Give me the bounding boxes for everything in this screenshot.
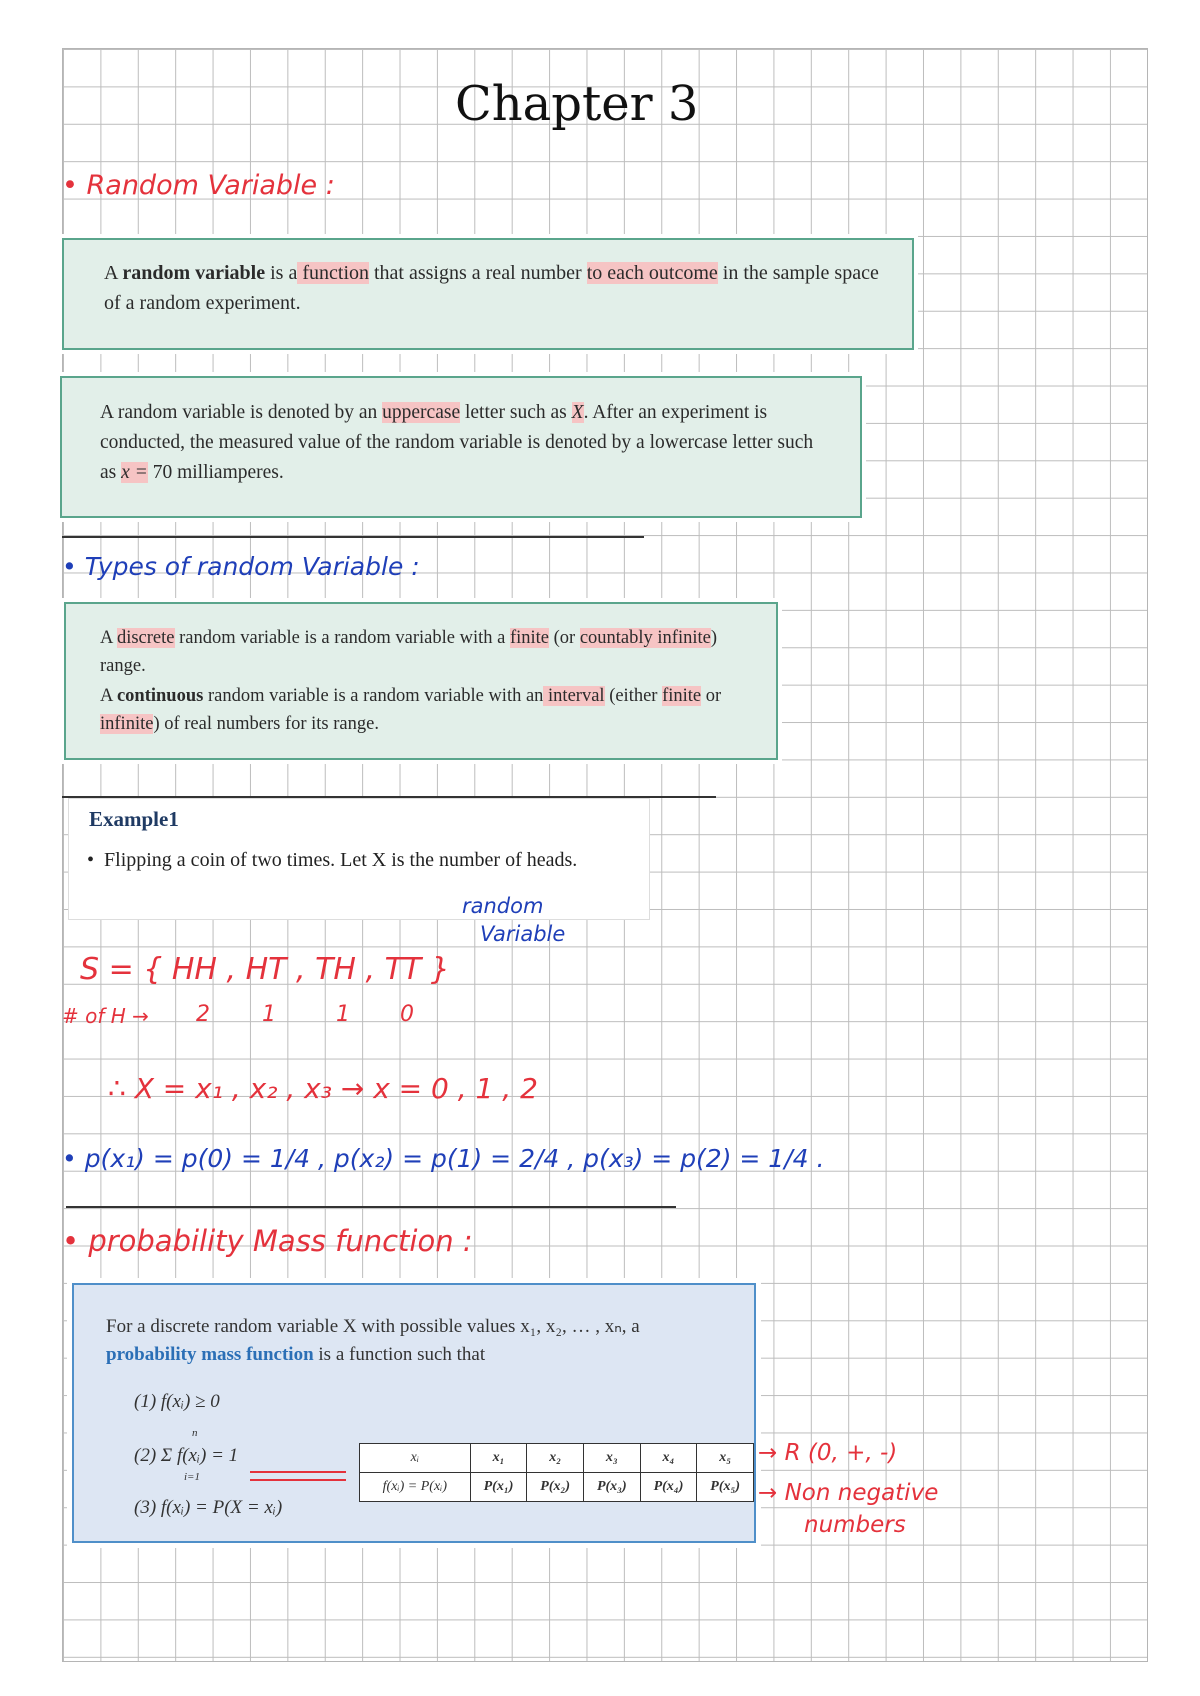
table-cell: x₅ [697,1444,754,1473]
red-underline [250,1471,346,1481]
count-value: 1 [262,1002,276,1027]
non-negative-note: → Non negative [758,1480,939,1506]
definition-box-random-variable [62,238,914,350]
table-cell: P(x₃) [584,1473,641,1502]
sum-upper-limit: n [192,1427,198,1439]
discrete-definition: A discrete random variable is a random variable with a finite (or countably infinite) range. [100,628,718,676]
types-box [64,602,778,760]
condition-3: (3) f(xᵢ) = P(X = xᵢ) [134,1497,283,1518]
pmf-table [359,1443,754,1502]
table-cell: x₃ [584,1444,641,1473]
count-value: 2 [196,1002,210,1027]
page-title: Chapter 3 [455,76,699,132]
table-cell: P(x₂) [527,1473,584,1502]
notation-box [60,376,862,518]
table-cell: P(x₁) [470,1473,527,1502]
count-of-heads-label: # of H → [62,1004,149,1028]
condition-2: (2) Σ f(xᵢ) = 1 [134,1445,239,1466]
divider-line [62,536,644,538]
example-bullet: • Flipping a coin of two times. Let X is the number of heads. [87,849,578,871]
table-cell: x₁ [470,1444,527,1473]
definition-text: A random variable is a function that assigns a real number to each outcome in the sample space of a random experiment. [104,262,879,314]
notation-text: A random variable is denoted by an uppercase letter such as X. After an experiment is conducted, the measured value of the random variable is denoted by a lowercase letter such as x = 70 milliamperes. [100,402,814,483]
types-heading: • Types of random Variable : [62,552,420,581]
table-cell: f(xᵢ) = P(xᵢ) [360,1473,471,1502]
table-cell: P(x₄) [640,1473,697,1502]
continuous-definition: A continuous random variable is a random variable with an interval (either finite or infinite) of real numbers for its range. [100,686,722,734]
sample-space: S = { HH , HT , TH , TT } [80,952,450,987]
numbers-note: numbers [804,1512,906,1538]
pmf-definition-box [72,1283,756,1543]
table-cell: P(x₅) [697,1473,754,1502]
divider-line [66,1206,676,1208]
x-values: ∴ X = x₁ , x₂ , x₃ → x = 0 , 1 , 2 [108,1072,538,1105]
table-cell: xᵢ [360,1444,471,1473]
table-row [360,1473,754,1502]
condition-1: (1) f(xᵢ) ≥ 0 [134,1391,220,1412]
table-row [360,1444,754,1473]
probabilities: • p(x₁) = p(0) = 1/4 , p(x₂) = p(1) = 2/4 , p(x₃) = p(2) = 1/4 . [62,1144,825,1173]
random-variable-note: random Variable [462,894,566,946]
pmf-definition-text: For a discrete random variable X with possible values x₁, x₂, … , xₙ, a probability mass function is a function such that [106,1316,640,1365]
sum-lower-limit: i=1 [184,1471,200,1483]
random-variable-heading: • Random Variable : [62,170,335,201]
table-cell: x₂ [527,1444,584,1473]
table-cell: x₄ [640,1444,697,1473]
example-title: Example1 [89,807,179,831]
count-value: 0 [400,1002,414,1027]
real-numbers-note: → R (0, +, -) [758,1440,898,1466]
count-value: 1 [336,1002,350,1027]
pmf-heading: • probability Mass function : [62,1224,473,1258]
